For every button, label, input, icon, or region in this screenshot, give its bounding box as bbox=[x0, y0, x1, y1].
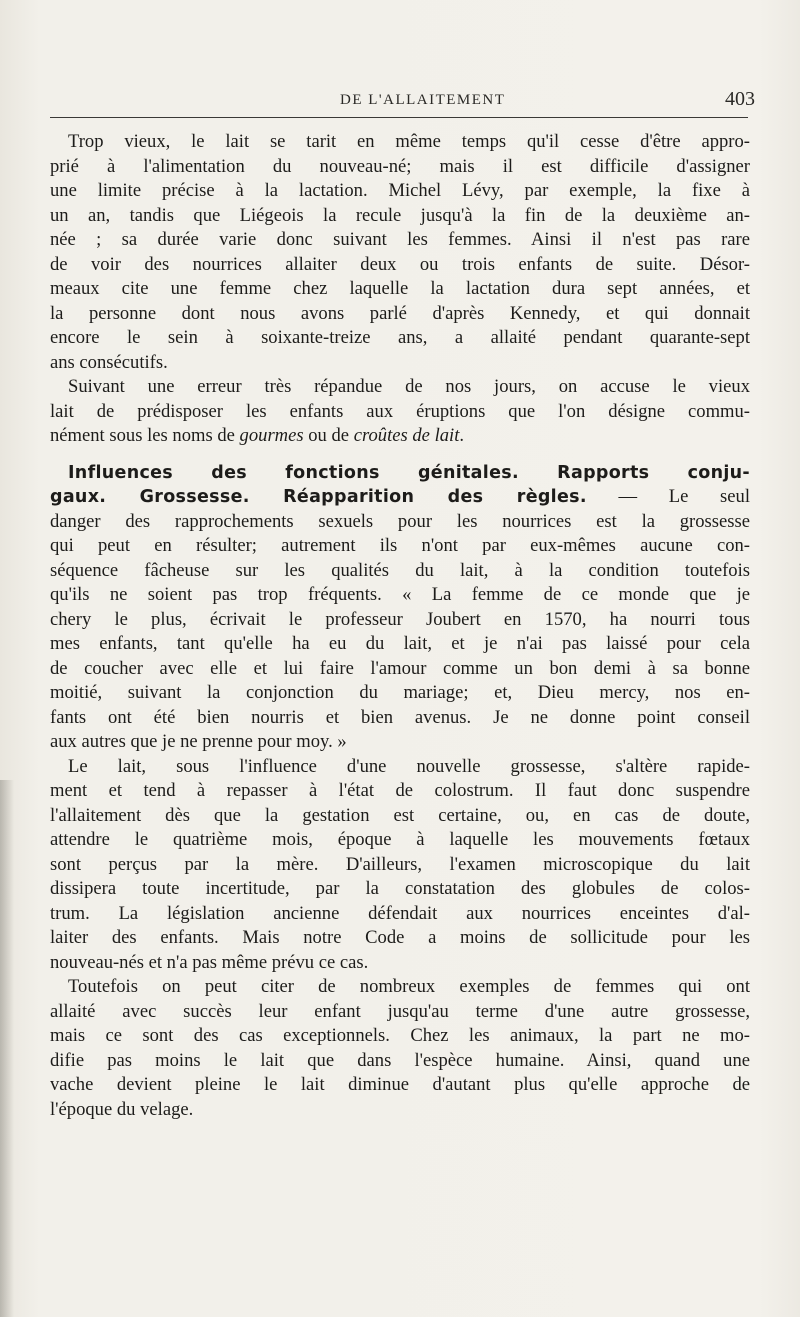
text-fragment: nément sous les noms de bbox=[50, 425, 240, 446]
text-line: ment et tend à repasser à l'état de colostrum. Il faut donc suspendre bbox=[50, 780, 750, 801]
text-fragment: ou de bbox=[303, 425, 354, 446]
text-fragment: — Le seul bbox=[586, 486, 750, 507]
text-line: la personne dont nous avons parlé d'après Kennedy, et qui donnait bbox=[50, 302, 750, 324]
text-line: née ; sa durée varie donc suivant les femmes. Ainsi il n'est pas rare bbox=[50, 229, 750, 250]
text-line: dissipera toute incertitude, par la constatation des globules de colos- bbox=[50, 878, 750, 899]
italic-term-gourmes: gourmes bbox=[239, 425, 304, 446]
text-line: Trop vieux, le lait se tarit en même temps qu'il cesse d'être appro- bbox=[68, 131, 750, 152]
text-line: Toutefois on peut citer de nombreux exemples de femmes qui ont bbox=[68, 976, 750, 997]
text-line: danger des rapprochements sexuels pour les nourrices est la grossesse bbox=[50, 510, 750, 532]
paragraph-new-pregnancy bbox=[50, 755, 750, 976]
paragraph-old-milk bbox=[50, 375, 750, 449]
italic-term-croutes-de-lait: croûtes de lait bbox=[353, 425, 460, 446]
text-line: allaité avec succès leur enfant jusqu'au terme d'une autre grossesse, bbox=[50, 1000, 750, 1022]
text-line: de coucher avec elle et lui faire l'amour comme un bon demi à sa bonne bbox=[50, 657, 750, 679]
paragraph-exceptions bbox=[50, 975, 750, 1122]
text-line: mais ce sont des cas exceptionnels. Chez les animaux, la part ne mo- bbox=[50, 1025, 750, 1046]
text-line: nouveau-nés et n'a pas même prévu ce cas. bbox=[50, 951, 369, 973]
text-line: mes enfants, tant qu'elle ha eu du lait, et je n'ai pas laissé pour cela bbox=[50, 633, 750, 654]
text-fragment: . bbox=[459, 425, 465, 446]
text-line: encore le sein à soixante-treize ans, a allaité pendant quarante-sept bbox=[50, 327, 750, 348]
text-line: de voir des nourrices allaiter deux ou trois enfants de suite. Désor- bbox=[50, 253, 750, 275]
text-line: Le lait, sous l'influence d'une nouvelle grossesse, s'altère rapide- bbox=[68, 755, 750, 777]
text-line: chery le plus, écrivait le professeur Joubert en 1570, ha nourri tous bbox=[50, 608, 750, 630]
text-line bbox=[50, 485, 750, 510]
text-line: trum. La législation ancienne défendait aux nourrices enceintes d'al- bbox=[50, 902, 750, 924]
page-edge-shadow bbox=[0, 780, 14, 1317]
text-line: l'allaitement dès que la gestation est certaine, ou, en cas de doute, bbox=[50, 804, 750, 826]
text-line: lait de prédisposer les enfants aux éruptions que l'on désigne commu- bbox=[50, 400, 750, 422]
text-line: un an, tandis que Liégeois la recule jusqu'à la fin de la deuxième an- bbox=[50, 204, 750, 226]
text-line: laiter des enfants. Mais notre Code a moins de sollicitude pour les bbox=[50, 927, 750, 948]
body-text bbox=[50, 130, 750, 1122]
text-line: qui peut en résulter; autrement ils n'ont par eux-mêmes aucune con- bbox=[50, 535, 750, 556]
text-line: sont perçus par la mère. D'ailleurs, l'examen microscopique du lait bbox=[50, 853, 750, 875]
text-line: l'époque du velage. bbox=[50, 1098, 194, 1120]
text-line: ans consécutifs. bbox=[50, 351, 168, 373]
page-number: 403 bbox=[725, 88, 755, 110]
text-line bbox=[50, 424, 750, 449]
text-line: une limite précise à la lactation. Michel Lévy, par exemple, la fixe à bbox=[50, 180, 750, 201]
paragraph-lactation-duration bbox=[50, 130, 750, 375]
text-line: séquence fâcheuse sur les qualités du lait, à la condition toutefois bbox=[50, 559, 750, 581]
section-gap bbox=[50, 449, 750, 461]
text-line: prié à l'alimentation du nouveau-né; mais il est difficile d'assigner bbox=[50, 155, 750, 177]
running-title: DE L'ALLAITEMENT bbox=[340, 92, 506, 108]
text-line: aux autres que je ne prenne pour moy. » bbox=[50, 731, 347, 752]
text-line: Suivant une erreur très répandue de nos jours, on accuse le vieux bbox=[68, 376, 750, 397]
section-heading: Influences des fonctions génitales. Rapports conju- bbox=[68, 462, 750, 483]
text-line: difie pas moins le lait que dans l'espèce humaine. Ainsi, quand une bbox=[50, 1049, 750, 1071]
text-line: attendre le quatrième mois, époque à laquelle les mouvements fœtaux bbox=[50, 829, 750, 850]
text-line: meaux cite une femme chez laquelle la lactation dura sept années, et bbox=[50, 278, 750, 299]
text-line: moitié, suivant la conjonction du mariage; et, Dieu mercy, nos en- bbox=[50, 682, 750, 703]
text-line: qu'ils ne soient pas trop fréquents. « La femme de ce monde que je bbox=[50, 584, 750, 605]
text-line: vache devient pleine le lait diminue d'autant plus qu'elle approche de bbox=[50, 1074, 750, 1095]
section-heading-continued: gaux. Grossesse. Réapparition des règles. bbox=[50, 487, 587, 507]
text-line: fants ont été bien nourris et bien avenus. Je ne donne point conseil bbox=[50, 706, 750, 728]
header-rule bbox=[50, 117, 748, 118]
section-genital-functions bbox=[50, 461, 750, 755]
